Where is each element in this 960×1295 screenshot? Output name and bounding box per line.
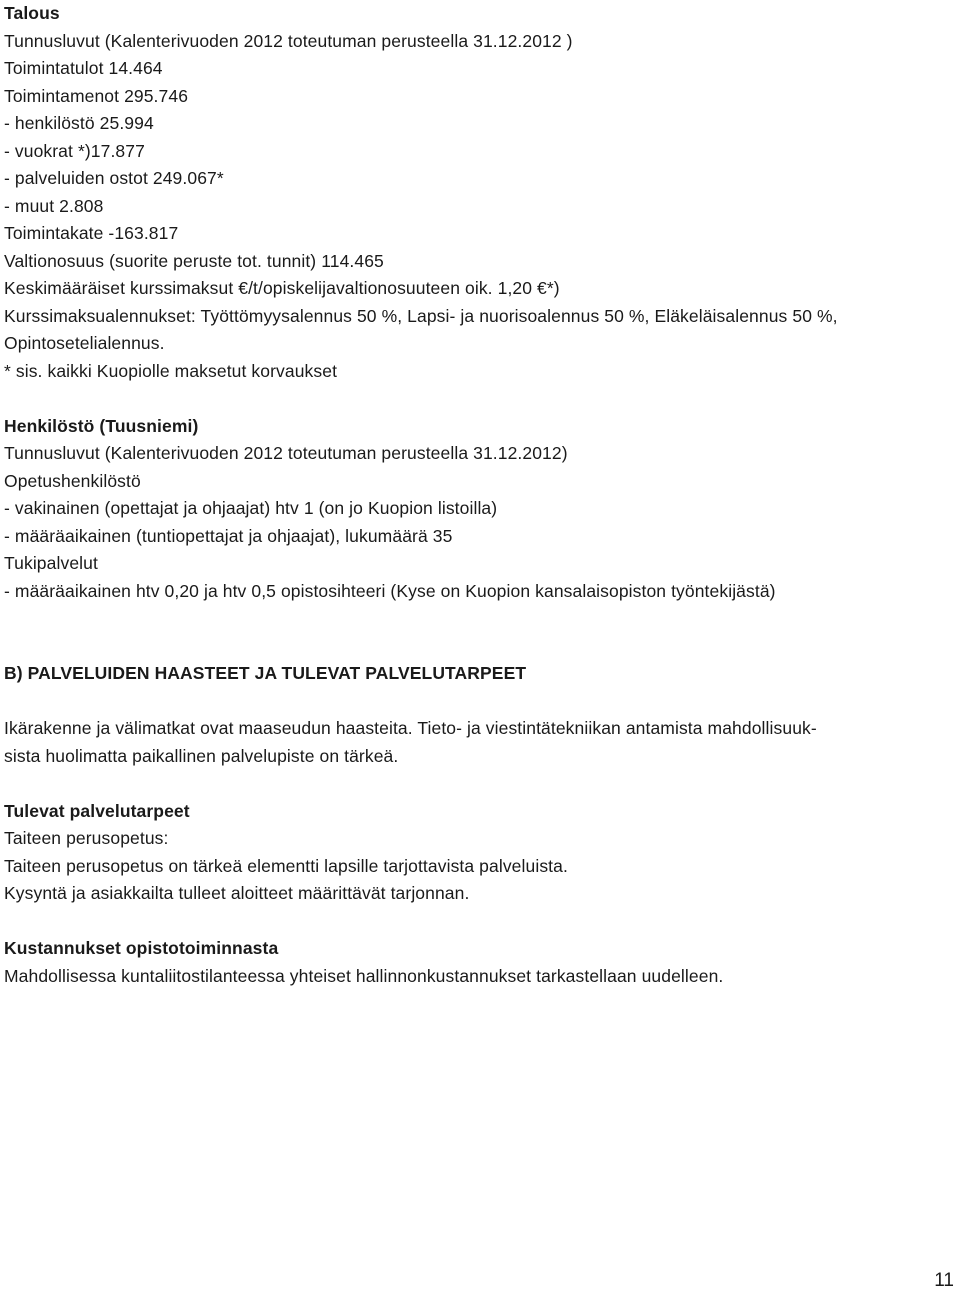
section-heading-tulevat: Tulevat palvelutarpeet	[4, 800, 190, 821]
section-heading-palvelut: B) PALVELUIDEN HAASTEET JA TULEVAT PALVELUTARPEET	[4, 663, 527, 683]
henkilosto-line: - määräaikainen htv 0,20 ja htv 0,5 opistosihteeri (Kyse on Kuopion kansalaisopiston työntekijästä)	[4, 580, 776, 601]
talous-line: Toimintatulot 14.464	[4, 58, 163, 78]
palvelut-line: Ikärakenne ja välimatkat ovat maaseudun haasteita. Tieto- ja viestintätekniikan antamista mahdollisuuk-	[4, 718, 817, 738]
tulevat-line: Taiteen perusopetus on tärkeä elementti lapsille tarjottavista palveluista.	[4, 855, 568, 876]
henkilosto-line: - vakinainen (opettajat ja ohjaajat) htv 1 (on jo Kuopion listoilla)	[4, 498, 498, 518]
spacer	[4, 908, 956, 936]
section-palvelut	[4, 660, 956, 770]
talous-line: - vuokrat *)17.877	[4, 140, 145, 161]
section-heading-talous: Talous	[4, 3, 60, 23]
spacer	[4, 385, 956, 413]
talous-line: Toimintamenot 295.746	[4, 85, 189, 106]
talous-line: Kurssimaksualennukset: Työttömyysalennus 50 %, Lapsi- ja nuorisoalennus 50 %, Eläkeläisalennus 50 %,	[4, 305, 838, 326]
section-kustannukset	[4, 935, 956, 990]
kustannukset-line: Mahdollisessa kuntaliitostilanteessa yhteiset hallinnonkustannukset tarkastellaan uudelleen.	[4, 965, 724, 986]
section-heading-kustannukset: Kustannukset opistotoiminnasta	[4, 938, 279, 958]
section-talous	[4, 0, 956, 385]
henkilosto-line: - määräaikainen (tuntiopettajat ja ohjaajat), lukumäärä 35	[4, 525, 453, 546]
tulevat-line: Taiteen perusopetus:	[4, 828, 169, 848]
talous-line: Keskimääräiset kurssimaksut €/t/opiskelijavaltionosuuteen oik. 1,20 €*)	[4, 278, 560, 298]
spacer	[4, 770, 956, 798]
talous-line: Opintosetelialennus.	[4, 333, 165, 353]
palvelut-line: sista huolimatta paikallinen palvelupiste on tärkeä.	[4, 745, 399, 766]
talous-line: - palveluiden ostot 249.067*	[4, 168, 224, 188]
henkilosto-line: Opetushenkilöstö	[4, 470, 141, 491]
section-tulevat	[4, 798, 956, 908]
spacer	[4, 605, 956, 660]
page-number: 11	[934, 1270, 954, 1291]
talous-line: Tunnusluvut (Kalenterivuoden 2012 toteutuman perusteella 31.12.2012 )	[4, 30, 573, 51]
talous-line: Toimintakate -163.817	[4, 223, 179, 243]
henkilosto-line: Tunnusluvut (Kalenterivuoden 2012 toteutuman perusteella 31.12.2012)	[4, 443, 568, 463]
tulevat-line: Kysyntä ja asiakkailta tulleet aloitteet määrittävät tarjonnan.	[4, 883, 470, 903]
document-page	[4, 0, 956, 990]
talous-footnote: * sis. kaikki Kuopiolle maksetut korvaukset	[4, 360, 338, 381]
talous-line: - muut 2.808	[4, 195, 104, 216]
talous-line: - henkilöstö 25.994	[4, 113, 154, 133]
section-henkilosto	[4, 413, 956, 606]
section-heading-henkilosto: Henkilöstö (Tuusniemi)	[4, 415, 199, 436]
spacer	[4, 688, 956, 716]
henkilosto-line: Tukipalvelut	[4, 553, 98, 573]
talous-line: Valtionosuus (suorite peruste tot. tunnit) 114.465	[4, 250, 384, 271]
